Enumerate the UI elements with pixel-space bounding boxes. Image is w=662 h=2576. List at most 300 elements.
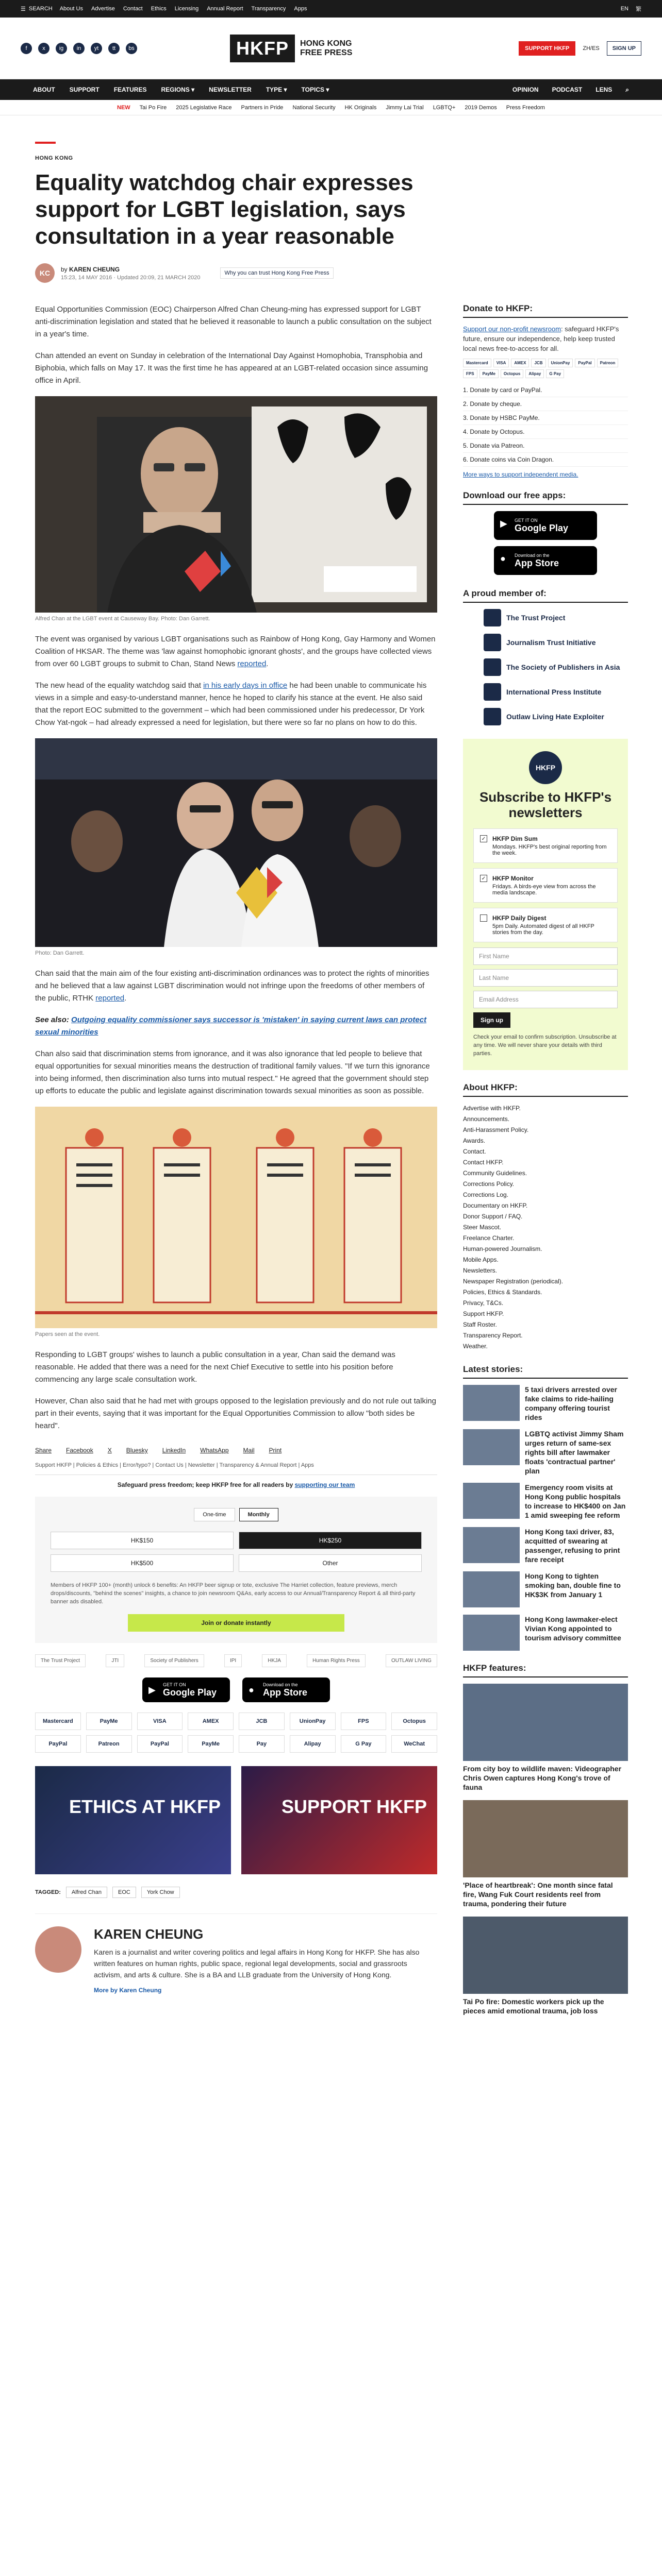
story-headline[interactable]: LGBTQ activist Jimmy Sham urges return of same-sex rights bill after lawmaker floats 'contractual partner' plan — [525, 1430, 624, 1475]
newsletter-option[interactable] — [473, 828, 618, 863]
top-link-annual-report[interactable]: Annual Report — [207, 6, 243, 12]
article-photo-2 — [35, 738, 437, 947]
support-promo-text: SUPPORT HKFP — [281, 1796, 427, 1817]
story-thumbnail — [463, 1385, 520, 1421]
author-name[interactable]: KAREN CHEUNG — [69, 265, 120, 273]
about-item[interactable]: Human-powered Journalism. — [463, 1245, 542, 1252]
latest-story[interactable] — [463, 1527, 628, 1564]
ethics-promo[interactable] — [35, 1766, 231, 1874]
logo-name-line-2: FREE PRESS — [300, 48, 353, 57]
newsletter-option-desc: Fridays. A birds-eye view from across the media landscape. — [492, 884, 596, 896]
checkbox[interactable] — [480, 914, 487, 922]
google-play-icon: ▶ — [500, 518, 507, 529]
story-headline[interactable]: 5 taxi drivers arrested over fake claims to ride-hailing company offering tourist rides — [525, 1385, 617, 1421]
badge-small: GET IT ON — [163, 1682, 186, 1687]
tiktok-icon[interactable]: tt — [108, 43, 120, 54]
early-days-link[interactable]: in his early days in office — [203, 681, 288, 690]
newsletter-signup — [463, 739, 628, 1070]
share-linkedin[interactable]: LinkedIn — [162, 1447, 186, 1454]
about-item[interactable]: Awards. — [463, 1137, 486, 1144]
search-label[interactable]: SEARCH — [28, 6, 53, 12]
subnav-item[interactable]: Partners in Pride — [241, 104, 284, 111]
paragraph-text: . — [266, 659, 269, 668]
safeguard-banner — [35, 1481, 437, 1488]
paragraph: Responding to LGBT groups' wishes to launch a public consultation in a year, Chan said the demand was reasonable. He added that there was a need for the next Chief Executive to settle into his position before commencing any large scale consultation work. — [35, 1350, 395, 1384]
newsletter-option-desc: Mondays. HKFP's best original reporting from the week. — [492, 844, 607, 856]
sidebar-donate-lead — [463, 324, 628, 353]
paragraph: Chan attended an event on Sunday in celebration of the International Day Against Homophobia, Transphobia and Biphobia, which falls on May 17. It was the first time he has appeared at an LGBT-related occasion since assuming office in April. — [35, 351, 428, 385]
member-org[interactable] — [484, 708, 628, 725]
about-item[interactable]: Policies, Ethics & Standards. — [463, 1289, 542, 1296]
first-name-input[interactable]: First Name — [473, 947, 618, 965]
about-item[interactable]: Advertise with HKFP. — [463, 1105, 521, 1112]
logo-mark: HKFP — [230, 35, 295, 62]
amount-option[interactable]: HK$150 — [51, 1532, 234, 1549]
nav-type[interactable]: TYPE ▾ — [266, 86, 287, 93]
share-label[interactable]: Share — [35, 1447, 52, 1454]
share-print[interactable]: Print — [269, 1447, 282, 1454]
feature-image — [463, 1684, 628, 1761]
checkbox-checked[interactable]: ✓ — [480, 835, 487, 842]
email-input[interactable]: Email Address — [473, 991, 618, 1008]
x-icon[interactable]: x — [38, 43, 49, 54]
google-play-icon: ▶ — [148, 1685, 156, 1695]
article-tags — [35, 1887, 437, 1898]
partner-logo[interactable]: OUTLAW LIVING — [386, 1654, 437, 1667]
top-link-transparency[interactable]: Transparency — [251, 6, 286, 12]
rthk-reported-link[interactable]: reported — [95, 994, 125, 1003]
paragraph — [35, 680, 437, 729]
payment-method[interactable]: FPS — [341, 1713, 387, 1730]
payment-methods — [35, 1713, 437, 1753]
sidebar-member-title: A proud member of: — [463, 588, 628, 603]
subnav-item[interactable]: Tai Po Fire — [139, 104, 167, 111]
top-bar — [0, 0, 662, 18]
features-title: HKFP features: — [463, 1663, 628, 1677]
partner-logo[interactable]: HKJA — [262, 1654, 287, 1667]
sub-nav — [0, 100, 662, 115]
badge-big: Google Play — [515, 522, 569, 533]
nav-newsletter[interactable]: NEWSLETTER — [209, 86, 252, 93]
hamburger-icon[interactable]: ☰ — [21, 6, 26, 12]
payment-logo: JCB — [531, 359, 545, 367]
join-donate-button[interactable]: Join or donate instantly — [128, 1614, 344, 1632]
top-link-advertise[interactable]: Advertise — [91, 6, 115, 12]
nav-opinion[interactable]: OPINION — [512, 86, 539, 93]
top-link-ethics[interactable]: Ethics — [151, 6, 167, 12]
top-link-licensing[interactable]: Licensing — [174, 6, 199, 12]
member-logo-icon — [484, 683, 501, 701]
payment-method[interactable]: Patreon — [86, 1735, 132, 1753]
member-logo-icon — [484, 634, 501, 651]
payment-logo: VISA — [493, 359, 509, 367]
payment-logo: PayMe — [479, 369, 499, 378]
safeguard-text: Safeguard press freedom; keep HKFP free for all readers by — [117, 1481, 295, 1488]
story-headline[interactable]: Hong Kong to tighten smoking ban, double fine to HK$3K from January 1 — [525, 1572, 621, 1599]
article-category[interactable]: HONG KONG — [35, 155, 73, 161]
share-facebook[interactable]: Facebook — [66, 1447, 93, 1454]
about-item[interactable]: Weather. — [463, 1343, 488, 1350]
paragraph — [35, 633, 437, 670]
about-item[interactable]: Announcements. — [463, 1115, 510, 1123]
latest-title: Latest stories: — [463, 1364, 628, 1379]
member-name: The Society of Publishers in Asia — [506, 663, 620, 671]
about-item[interactable]: Privacy, T&Cs. — [463, 1299, 504, 1307]
checkbox-checked[interactable]: ✓ — [480, 875, 487, 882]
payment-method[interactable]: JCB — [239, 1713, 285, 1730]
photo-illustration-2 — [35, 738, 437, 947]
newsletter-option-title: HKFP Daily Digest — [492, 914, 547, 922]
top-search[interactable] — [21, 6, 53, 12]
member-org[interactable] — [484, 658, 628, 676]
about-item[interactable]: Documentary on HKFP. — [463, 1202, 528, 1209]
about-item[interactable]: Anti-Harassment Policy. — [463, 1126, 529, 1133]
tags-label: TAGGED: — [35, 1889, 61, 1895]
about-title: About HKFP: — [463, 1082, 628, 1097]
payment-logo: UnionPay — [548, 359, 573, 367]
support-hkfp-button[interactable]: SUPPORT HKFP — [519, 41, 575, 56]
partner-logo[interactable]: Society of Publishers — [144, 1654, 204, 1667]
see-also — [35, 1014, 437, 1039]
main-nav-right — [512, 86, 629, 94]
ethics-promo-text: ETHICS AT HKFP — [69, 1796, 221, 1817]
author-box-bio: Karen is a journalist and writer covering politics and legal affairs in Hong Kong for HKFP. She has also written features on human rights, public space, regional legal developments, social and grassroots activism, and arts & culture. She is a BA and LLB graduate from the University of Hong Kong. — [94, 1948, 420, 1979]
newsletter-signup-button[interactable]: Sign up — [473, 1012, 510, 1028]
story-headline[interactable]: Hong Kong taxi driver, 83, acquitted of swearing at passenger, refusing to print fare receipt — [525, 1528, 620, 1564]
donate-option[interactable]: 6. Donate coins via Coin Dragon. — [463, 453, 628, 467]
support-promo[interactable] — [241, 1766, 437, 1874]
more-by-author-link[interactable]: More by Karen Cheung — [94, 1987, 162, 1994]
sidebar-google-play-badge[interactable] — [494, 511, 597, 540]
app-store-badge[interactable] — [242, 1677, 330, 1702]
subnav-item[interactable]: 2019 Demos — [465, 104, 497, 111]
subnav-item[interactable]: 2025 Legislative Race — [176, 104, 232, 111]
photo-caption-2: Photo: Dan Garrett. — [35, 950, 85, 956]
main-nav-items — [33, 86, 329, 93]
app-store-badges — [35, 1677, 437, 1702]
story-headline[interactable]: Hong Kong lawmaker-elect Vivian Kong appointed to tourism advisory committee — [525, 1615, 621, 1642]
feature-headline[interactable]: Tai Po fire: Domestic workers pick up the pieces amid emotional trauma, job loss — [463, 1997, 604, 2015]
logo-name — [300, 39, 352, 58]
sidebar-donate-lead-text: : safeguard HKFP's future, ensure our independence, help keep trusted local news free-to-access for all. — [463, 325, 619, 352]
payment-method[interactable]: VISA — [137, 1713, 183, 1730]
about-item[interactable]: Corrections Log. — [463, 1191, 509, 1198]
photo-caption-1: Alfred Chan at the LGBT event at Causeway Bay. Photo: Dan Garrett. — [35, 616, 210, 622]
paragraph-text: Chan said that the main aim of the four existing anti-discrimination ordinances was to protect the rights of minorities and he believed that a law against LGBT discrimination would not infringe upon the freedoms of other members of the public, RTHK — [35, 969, 429, 1003]
sidebar-payment-logos — [463, 359, 628, 378]
author-line — [61, 266, 201, 273]
main-nav — [0, 79, 662, 100]
author-box-text — [94, 1926, 437, 1994]
story-thumbnail — [463, 1615, 520, 1651]
support-newsroom-link[interactable]: Support our non-profit newsroom — [463, 325, 561, 333]
latest-story[interactable] — [463, 1615, 628, 1651]
member-org[interactable] — [484, 634, 628, 651]
nav-support[interactable]: SUPPORT — [69, 86, 100, 93]
newsletter-option-title: HKFP Monitor — [492, 875, 534, 882]
more-ways-link[interactable]: More ways to support independent media. — [463, 471, 578, 478]
about-item[interactable]: Contact HKFP. — [463, 1159, 504, 1166]
supporting-team-link[interactable]: supporting our team — [294, 1481, 355, 1488]
latest-story[interactable] — [463, 1385, 628, 1422]
partner-logo[interactable]: JTI — [106, 1654, 124, 1667]
share-bluesky[interactable]: Bluesky — [126, 1447, 148, 1454]
facebook-icon[interactable]: f — [21, 43, 32, 54]
about-item[interactable]: Donor Support / FAQ. — [463, 1213, 523, 1220]
subnav-item[interactable]: National Security — [292, 104, 336, 111]
paragraph-text: The event was organised by various LGBT organisations such as Rainbow of Hong Kong, Gay Harmony and Women Coalition of HKSAR. The theme was 'law against homophobic ignorant ghosts', and the groups have collected views from over 60 LGBT groups to submit to Chan, Stand News — [35, 635, 436, 668]
badge-big: App Store — [263, 1687, 308, 1698]
payment-method[interactable]: WeChat — [391, 1735, 437, 1753]
paragraph: Equal Opportunities Commission (EOC) Chairperson Alfred Chan Cheung-ming has expressed support for LGBT anti-discrimination legislation and stated that he believed it reasonable to launch a public consultation on the subject in a year's time. — [35, 305, 432, 338]
about-item[interactable]: Corrections Policy. — [463, 1180, 515, 1188]
freq-monthly[interactable]: Monthly — [239, 1508, 278, 1521]
category-accent — [35, 142, 56, 144]
apple-icon: ● — [500, 553, 506, 564]
partner-logo[interactable]: IPI — [224, 1654, 242, 1667]
donate-options — [463, 383, 628, 467]
payment-method[interactable]: PayPal — [137, 1735, 183, 1753]
newsletter-note: Check your email to confirm subscription. Unsubscribe at any time. We will never share your details with third parties. — [473, 1034, 617, 1057]
promo-banners — [35, 1766, 437, 1874]
site-logo[interactable] — [230, 35, 352, 62]
lang-zh[interactable]: 繁 — [636, 6, 641, 12]
amount-option[interactable]: HK$500 — [51, 1554, 234, 1572]
sidebar — [463, 303, 628, 2024]
about-item[interactable]: Newsletters. — [463, 1267, 498, 1274]
member-name: The Trust Project — [506, 614, 566, 622]
badge-small: Download on the — [515, 552, 550, 558]
author-box-name[interactable]: KAREN CHEUNG — [94, 1926, 204, 1942]
article-photo-1 — [35, 396, 437, 613]
author-box — [35, 1913, 437, 1994]
latest-story[interactable] — [463, 1571, 628, 1607]
logo-name-line-1: HONG KONG — [300, 39, 352, 48]
payment-method[interactable]: UnionPay — [290, 1713, 336, 1730]
donate-option[interactable]: 1. Donate by card or PayPal. — [463, 383, 628, 397]
subnav-item[interactable]: Jimmy Lai Trial — [386, 104, 424, 111]
sidebar-apps-title: Download our free apps: — [463, 490, 628, 505]
payment-method[interactable]: Mastercard — [35, 1713, 81, 1730]
member-org[interactable] — [484, 683, 628, 701]
feature-headline[interactable]: 'Place of heartbreak': One month since fatal fire, Wang Fuk Court residents reel from trauma, pondering their future — [463, 1881, 613, 1908]
sidebar-donate-title: Donate to HKFP: — [463, 303, 628, 318]
donate-benefits: Members of HKFP 100+ (month) unlock 6 benefits: An HKFP beer signup or tote, exclusive The Harriet collection, feature previews, merch drops/discounts, "behind the scenes" insights, a chance to join newsroom Q&As, early access to our Annual/Transparency Report & all third-party banner ads disabled. — [51, 1582, 416, 1605]
badge-big: Google Play — [163, 1687, 217, 1698]
about-item[interactable]: Freelance Charter. — [463, 1234, 515, 1242]
payment-method[interactable]: AMEX — [188, 1713, 234, 1730]
newsletter-option-desc: 5pm Daily. Automated digest of all HKFP stories from the day. — [492, 923, 594, 936]
header-actions — [519, 41, 641, 56]
latest-story[interactable] — [463, 1429, 628, 1476]
tag[interactable]: EOC — [112, 1887, 136, 1898]
about-item[interactable]: Newspaper Registration (periodical). — [463, 1278, 564, 1285]
trust-link[interactable]: Why you can trust Hong Kong Free Press — [220, 267, 334, 279]
payment-logo: FPS — [463, 369, 477, 378]
about-item[interactable]: Mobile Apps. — [463, 1256, 499, 1263]
donation-frequency — [51, 1508, 422, 1521]
share-whatsapp[interactable]: WhatsApp — [200, 1447, 229, 1454]
amount-option-other[interactable]: Other — [239, 1554, 422, 1572]
nav-podcast[interactable]: PODCAST — [552, 86, 583, 93]
member-name: Journalism Trust Initiative — [506, 638, 596, 647]
donation-amounts — [51, 1532, 422, 1572]
tag[interactable]: York Chow — [141, 1887, 180, 1898]
subnav-item[interactable]: Press Freedom — [506, 104, 545, 111]
payment-method[interactable]: PayMe — [188, 1735, 234, 1753]
badge-big: App Store — [515, 557, 559, 568]
paragraph-text: he had been unable to communicate his views in a simple and easy-to-understand manner, hence he hoped to clarify his stance at the event. He also said that the report EOC submitted to the government – which had been commissioned under his predecessor, Dr York Chow Yat-ngok – had already expressed a need for legislation, but there were so far no plans on how to do this. — [35, 681, 427, 727]
author-by: by — [61, 265, 68, 273]
signup-button[interactable]: SIGN UP — [607, 41, 641, 56]
lang-en[interactable]: EN — [620, 6, 628, 12]
partner-logos — [35, 1654, 437, 1667]
author-box-avatar[interactable] — [35, 1926, 81, 1973]
newsletter-option-text — [492, 914, 611, 936]
about-item[interactable]: Contact. — [463, 1148, 486, 1155]
top-links — [60, 6, 307, 12]
reported-link[interactable]: reported — [237, 659, 267, 668]
partner-logo[interactable]: The Trust Project — [35, 1654, 86, 1667]
nav-topics[interactable]: TOPICS ▾ — [301, 86, 329, 93]
freq-one-time[interactable]: One-time — [194, 1508, 235, 1521]
amount-option-selected[interactable]: HK$250 — [239, 1532, 422, 1549]
newsletter-option[interactable] — [473, 868, 618, 903]
sidebar-app-badges — [463, 511, 628, 575]
member-name: Outlaw Living Hate Exploiter — [506, 713, 604, 721]
payment-method[interactable]: PayMe — [86, 1713, 132, 1730]
payment-method[interactable]: G Pay — [341, 1735, 387, 1753]
member-logo-icon — [484, 708, 501, 725]
apple-icon: ● — [249, 1685, 254, 1695]
newsletter-option-text — [492, 875, 611, 896]
see-also-link[interactable]: Outgoing equality commissioner says successor is 'mistaken' in saying current laws can protect sexual minorities — [35, 1015, 427, 1037]
about-list — [463, 1103, 628, 1352]
payment-method[interactable]: Octopus — [391, 1713, 437, 1730]
member-name: International Press Institute — [506, 688, 602, 696]
top-link-apps[interactable]: Apps — [294, 6, 307, 12]
member-logo-icon — [484, 658, 501, 676]
tag[interactable]: Alfred Chan — [66, 1887, 107, 1898]
sidebar-app-store-badge[interactable] — [494, 546, 597, 575]
member-org[interactable] — [484, 609, 628, 626]
badge-small: Download on the — [263, 1682, 298, 1687]
about-item[interactable]: Support HKFP. — [463, 1310, 504, 1317]
newsletter-logo: HKFP — [529, 751, 562, 784]
latest-story[interactable] — [463, 1483, 628, 1520]
top-link-contact[interactable]: Contact — [123, 6, 143, 12]
payment-method[interactable]: Alipay — [290, 1735, 336, 1753]
about-item[interactable]: Staff Roster. — [463, 1321, 497, 1328]
paragraph-text: The new head of the equality watchdog said that — [35, 681, 204, 690]
share-mail[interactable]: Mail — [243, 1447, 255, 1454]
feature-story[interactable] — [463, 1917, 628, 2015]
article-dates: 15:23, 14 MAY 2016 · Updated 20:09, 21 MARCH 2020 — [61, 274, 201, 281]
payment-logo: Alipay — [525, 369, 544, 378]
share-bar — [35, 1442, 437, 1454]
story-headline[interactable]: Emergency room visits at Hong Kong public hospitals to increase to HK$400 on Jan 1 amid sweeping fee reform — [525, 1483, 626, 1519]
photo-illustration-1 — [35, 396, 437, 613]
content-columns — [35, 303, 628, 2024]
author-avatar[interactable]: KC — [35, 263, 55, 283]
badge-small: GET IT ON — [515, 517, 538, 523]
byline-text — [61, 266, 201, 281]
story-thumbnail — [463, 1571, 520, 1607]
payment-logo: G Pay — [546, 369, 564, 378]
story-thumbnail — [463, 1527, 520, 1563]
instagram-icon[interactable]: ig — [56, 43, 67, 54]
photo-illustration-3 — [35, 1107, 437, 1328]
donate-option[interactable]: 5. Donate via Patreon. — [463, 439, 628, 453]
bluesky-icon[interactable]: bs — [126, 43, 137, 54]
nav-features[interactable]: FEATURES — [113, 86, 147, 93]
subnav-item[interactable]: HK Originals — [344, 104, 377, 111]
social-links — [21, 43, 137, 54]
subnav-new-badge: NEW — [117, 104, 130, 111]
sidebar-donate — [463, 303, 628, 478]
feature-image — [463, 1917, 628, 1994]
content-wrap — [35, 142, 628, 2024]
see-also-label: See also: — [35, 1015, 72, 1024]
partner-logo[interactable]: Human Rights Press — [307, 1654, 366, 1667]
subnav-item[interactable]: LGBTQ+ — [433, 104, 456, 111]
youtube-icon[interactable]: yt — [91, 43, 102, 54]
nav-lens[interactable]: LENS — [595, 86, 613, 93]
feature-headline[interactable]: From city boy to wildlife maven: Videographer Chris Owen captures Hong Kong's trove of fauna — [463, 1765, 622, 1791]
newsletter-option-text — [492, 835, 611, 856]
newsletter-option-title: HKFP Dim Sum — [492, 835, 538, 842]
payment-logo: AMEX — [511, 359, 529, 367]
language-switch[interactable]: ZH/ES — [583, 45, 600, 52]
site-header — [0, 18, 662, 79]
newsletter-option[interactable] — [473, 908, 618, 942]
story-thumbnail — [463, 1483, 520, 1519]
linkedin-icon[interactable]: in — [73, 43, 85, 54]
google-play-badge[interactable] — [142, 1677, 230, 1702]
about-item[interactable]: Community Guidelines. — [463, 1170, 527, 1177]
share-x[interactable]: X — [107, 1447, 112, 1454]
nav-about[interactable]: ABOUT — [33, 86, 55, 93]
top-right — [621, 5, 641, 13]
donate-option[interactable]: 2. Donate by cheque. — [463, 397, 628, 411]
donate-widget — [35, 1497, 437, 1643]
article-body — [35, 303, 437, 2024]
byline — [35, 263, 628, 283]
feature-image — [463, 1800, 628, 1877]
paragraph — [35, 968, 437, 1005]
donate-option[interactable]: 3. Donate by HSBC PayMe. — [463, 411, 628, 425]
feature-story[interactable] — [463, 1684, 628, 1792]
about-item[interactable]: Steer Mascot. — [463, 1224, 502, 1231]
payment-method[interactable]: Pay — [239, 1735, 285, 1753]
about-item[interactable]: Transparency Report. — [463, 1332, 523, 1339]
donate-option[interactable]: 4. Donate by Octopus. — [463, 425, 628, 439]
payment-method[interactable]: PayPal — [35, 1735, 81, 1753]
paragraph-text: . — [124, 994, 127, 1003]
story-thumbnail — [463, 1429, 520, 1465]
member-list — [463, 609, 628, 725]
feature-story[interactable] — [463, 1800, 628, 1908]
last-name-input[interactable]: Last Name — [473, 969, 618, 987]
payment-logo: Patreon — [597, 359, 619, 367]
nav-search-icon[interactable]: ⌕ — [625, 86, 629, 93]
paragraph: However, Chan also said that he had met with groups opposed to the legislation previously and do not rule out talking part in their events, saying that it was important for the Equal Opportunities Commission to allow "both sides be heard". — [35, 1397, 436, 1430]
photo-caption-3: Papers seen at the event. — [35, 1331, 100, 1337]
legal-links[interactable]: Support HKFP | Policies & Ethics | Error/typo? | Contact Us | Newsletter | Transparency & Annual Report | Apps — [35, 1462, 437, 1475]
top-link-about[interactable]: About Us — [59, 6, 83, 12]
nav-regions[interactable]: REGIONS ▾ — [161, 86, 195, 93]
paragraph: Chan also said that discrimination stems from ignorance, and it was also ignorance that led people to believe that equal opportunities for sexual minorities means the destruction of traditional family values. "If we turn this ignorance into being informed, then discrimination also turns into mutual respect." He agreed that the government should step up efforts to educate the public and legislate against discrimination towards sexual minorities as soon as possible. — [35, 1049, 430, 1095]
